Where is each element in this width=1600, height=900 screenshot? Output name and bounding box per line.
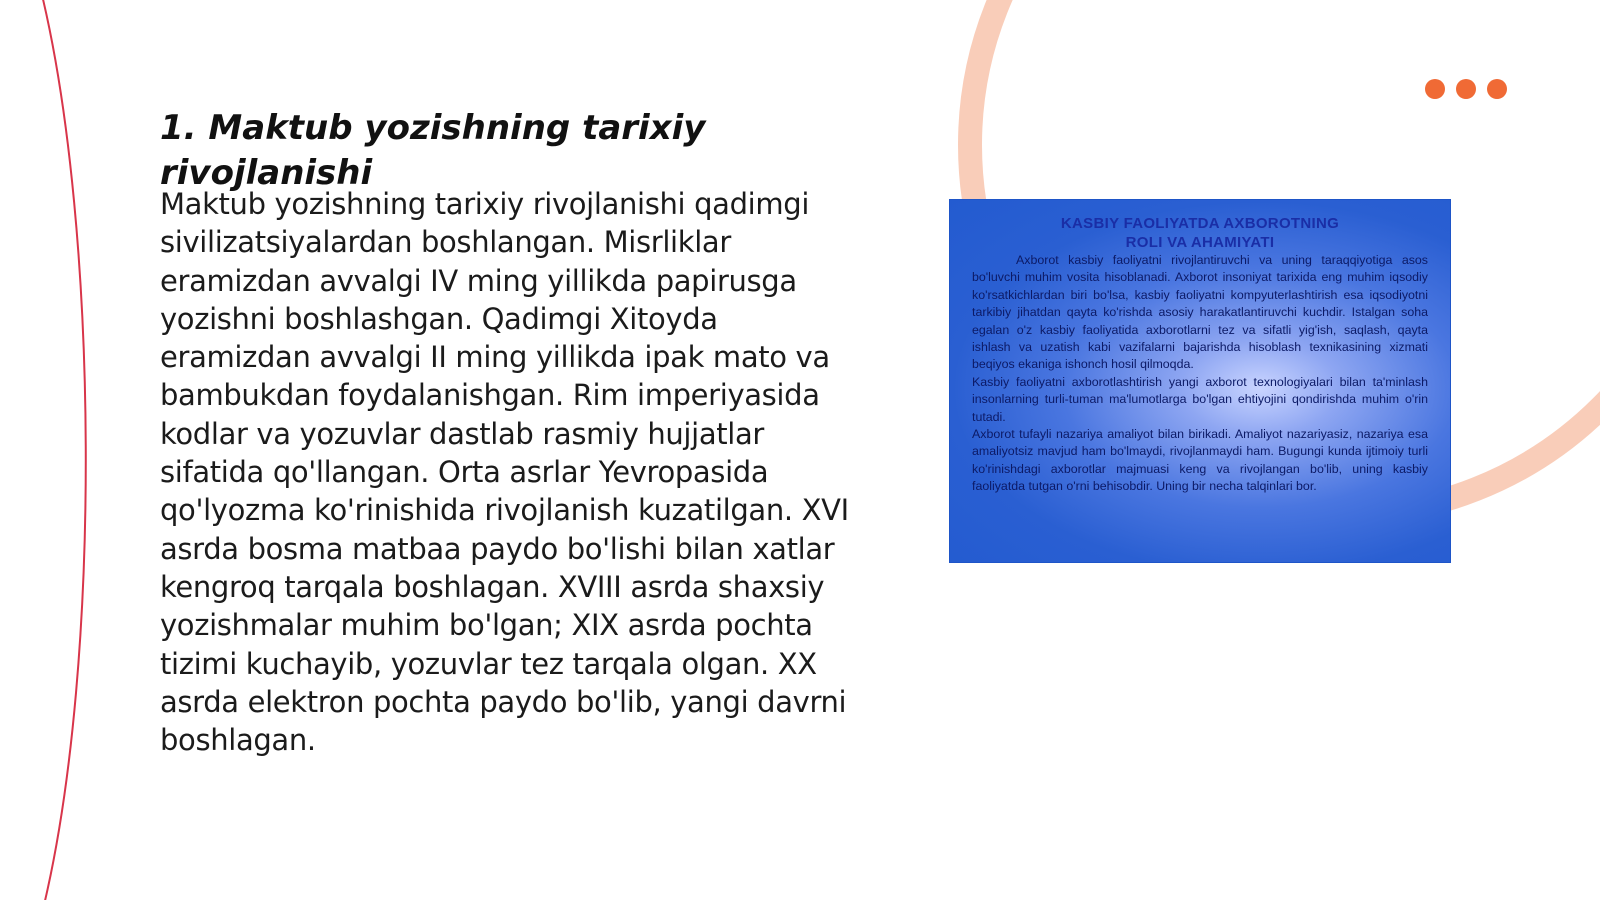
slide-body-text: Maktub yozishning tarixiy rivojlanishi qadimgi sivilizatsiyalardan boshlangan. Misrliklar eramizdan avvalgi IV ming yillikda papirusga yozishni boshlashgan. Qadimgi Xitoyda eramizdan avvalgi II ming yillikda ipak mato va bambukdan foydalanishgan. Rim imperiyasida kodlar va yozuvlar dastlab rasmiy hujjatlar sifatida qo'llangan. Orta asrlar Yevropasida qo'lyozma ko'rinishida rivojlanish kuzatilgan. XVI asrda bosma matbaa paydo bo'lishi bilan xatlar kengroq tarqala boshlagan. XVIII asrda shaxsiy yozishmalar muhim bo'lgan; XIX asrda pochta tizimi kuchayib, yozuvlar tez tarqala olgan. XX asrda elektron pochta paydo bo'lib, yangi davrni boshlagan.: [160, 187, 849, 758]
image-paragraph-3: Axborot tufayli nazariya amaliyot bilan birikadi. Amaliyot nazariyasiz, nazariya esa amaliyotsiz mavjud ham bo'lmaydi, rivojlanmaydi ham. Bugungi kunda ijtimoiy turli ko'rinishdagi axborotlar majmuasi keng va rivojlangan bo'lib, uning kasbiy faoliyatda tutgan o'rni behisobdir. Uning bir necha talqinlari bor.: [972, 427, 1428, 494]
dot-icon: [1456, 79, 1476, 99]
slide-title: 1. Maktub yozishning tarixiy rivojlanishi: [160, 108, 706, 193]
dot-icon: [1487, 79, 1507, 99]
image-heading-line2: ROLI VA AHAMIYATI: [1125, 234, 1275, 251]
image-heading-line1: KASBIY FAOLIYATDA AXBOROTNING: [1060, 215, 1340, 232]
image-paragraph-2: Kasbiy faoliyatni axborotlashtirish yangi axborot texnologiyalari bilan ta'minlash insonlarning turli-tuman ma'lumotlarga bo'lgan ehtiyojini qondirishda muhim o'rin tutadi.: [972, 374, 1428, 424]
menu-dots-icon: [1425, 79, 1507, 99]
dot-icon: [1425, 79, 1445, 99]
image-heading: [950, 214, 1450, 252]
document-image: [950, 200, 1450, 562]
left-red-curve: [42, 0, 86, 900]
image-paragraph-1: Axborot kasbiy faoliyatni rivojlantiruvchi va uning taraqqiyotiga asos bo'luvchi muhim vosita hisoblanadi. Axborot insoniyat tarixida eng muhim iqsodiy ko'rsatkichlardan biri bo'lsa, kasbiy faoliyatni kompyuterlashtirish esa iqsodiyotni tarkibiy jihatdan qayta ko'rishda asosiy harakatlantiruvchi kuchdir. Istalgan soha egalan o'z kasbiy faoliyatida axborotlarni tez va sifatli yig'ish, saqlash, qayta ishlash va uzatish kabi vazifalarni bajarishda hisoblash texnikasining xizmati beqiyos ekaniga ishonch hosil qilmoqda.: [972, 253, 1428, 372]
